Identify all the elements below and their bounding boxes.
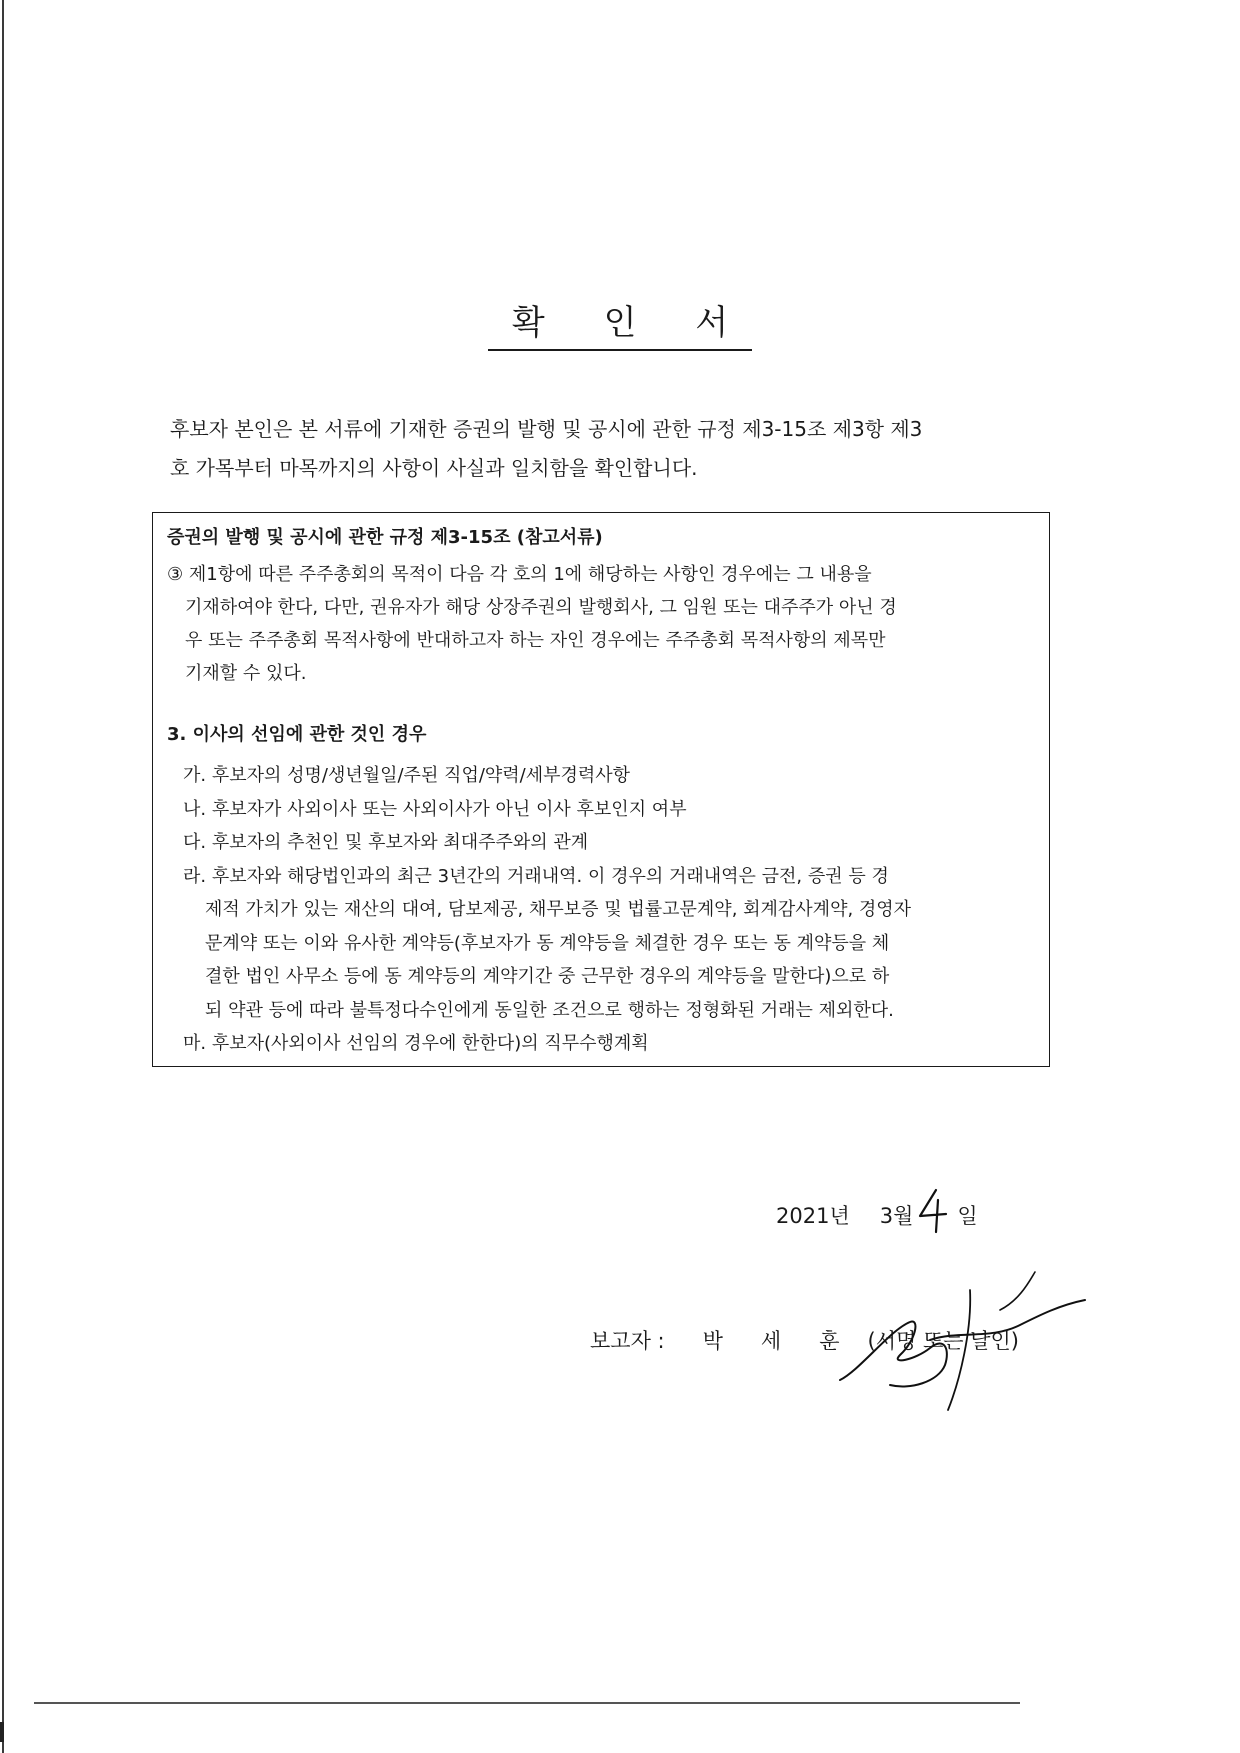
- date-year: 2021년: [776, 1204, 850, 1228]
- signature-note: (서명 또는 날인): [867, 1329, 1019, 1353]
- document-title-text: 확 인 서: [488, 295, 752, 351]
- handwritten-day-4: [912, 1186, 952, 1236]
- item-ra-line: 결한 법인 사무소 등에 동 계약등의 계약기간 중 근무한 경우의 계약등을 말한다)으로 하: [205, 966, 890, 987]
- reporter-name-char: 박: [702, 1329, 723, 1353]
- intro-paragraph: [170, 410, 1080, 488]
- reporter-name-char: 훈: [819, 1329, 840, 1353]
- paragraph-line: 우 또는 주주총회 목적사항에 반대하고자 하는 자인 경우에는 주주총회 목적사항의 제목만: [185, 630, 886, 651]
- reporter-label: 보고자 :: [590, 1329, 665, 1353]
- date-month: 3월: [879, 1204, 914, 1228]
- paragraph-line: 기재하여야 한다, 다만, 권유자가 해당 상장주권의 발행회사, 그 임원 또는 대주주가 아닌 경: [185, 597, 897, 618]
- date-day-suffix: 일: [957, 1204, 978, 1228]
- item-da: 다. 후보자의 추천인 및 후보자와 최대주주와의 관계: [183, 832, 589, 853]
- document-title: [0, 295, 1240, 351]
- paragraph-line: 기재할 수 있다.: [185, 663, 307, 684]
- reference-box: [152, 512, 1050, 1067]
- item-ra-line: 되 약관 등에 따라 불특정다수인에게 동일한 조건으로 행하는 정형화된 거래는 제외한다.: [205, 999, 894, 1021]
- item-na: 나. 후보자가 사외이사 또는 사외이사가 아닌 이사 후보인지 여부: [183, 798, 687, 820]
- intro-line: 호 가목부터 마목까지의 사항이 사실과 일치함을 확인합니다.: [170, 456, 698, 480]
- item-ga: 가. 후보자의 성명/생년월일/주된 직업/약력/세부경력사항: [183, 765, 631, 786]
- reference-title: 증권의 발행 및 공시에 관한 규정 제3-15조 (참고서류): [167, 527, 603, 548]
- item-ra-line: 문계약 또는 이와 유사한 계약등(후보자가 동 계약등을 체결한 경우 또는 동 계약등을 체: [205, 932, 890, 954]
- reporter-name-char: 세: [760, 1329, 782, 1353]
- paragraph-line: ③ 제1항에 따른 주주총회의 목적이 다음 각 호의 1에 해당하는 사항인 경우에는 그 내용을: [167, 564, 872, 585]
- scan-mark: [0, 1722, 4, 1742]
- item-ma: 마. 후보자(사외이사 선임의 경우에 한한다)의 직무수행계획: [183, 1033, 649, 1054]
- intro-line: 후보자 본인은 본 서류에 기재한 증권의 발행 및 공시에 관한 규정 제3-15조 제3항 제3: [170, 417, 923, 441]
- scan-edge: [2, 0, 4, 1753]
- bottom-rule: [34, 1702, 1020, 1704]
- section-3-items: [183, 759, 1043, 1061]
- handwritten-signature: [820, 1270, 1100, 1420]
- section-3-title: 3. 이사의 선임에 관한 것인 경우: [167, 724, 427, 745]
- item-ra-line: 제적 가치가 있는 재산의 대여, 담보제공, 채무보증 및 법률고문계약, 회계감사계약, 경영자: [205, 899, 912, 920]
- item-ra: 라. 후보자와 해당법인과의 최근 3년간의 거래내역. 이 경우의 거래내역은 금전, 증권 등 경: [183, 865, 889, 887]
- reference-paragraph-3: [167, 558, 1047, 690]
